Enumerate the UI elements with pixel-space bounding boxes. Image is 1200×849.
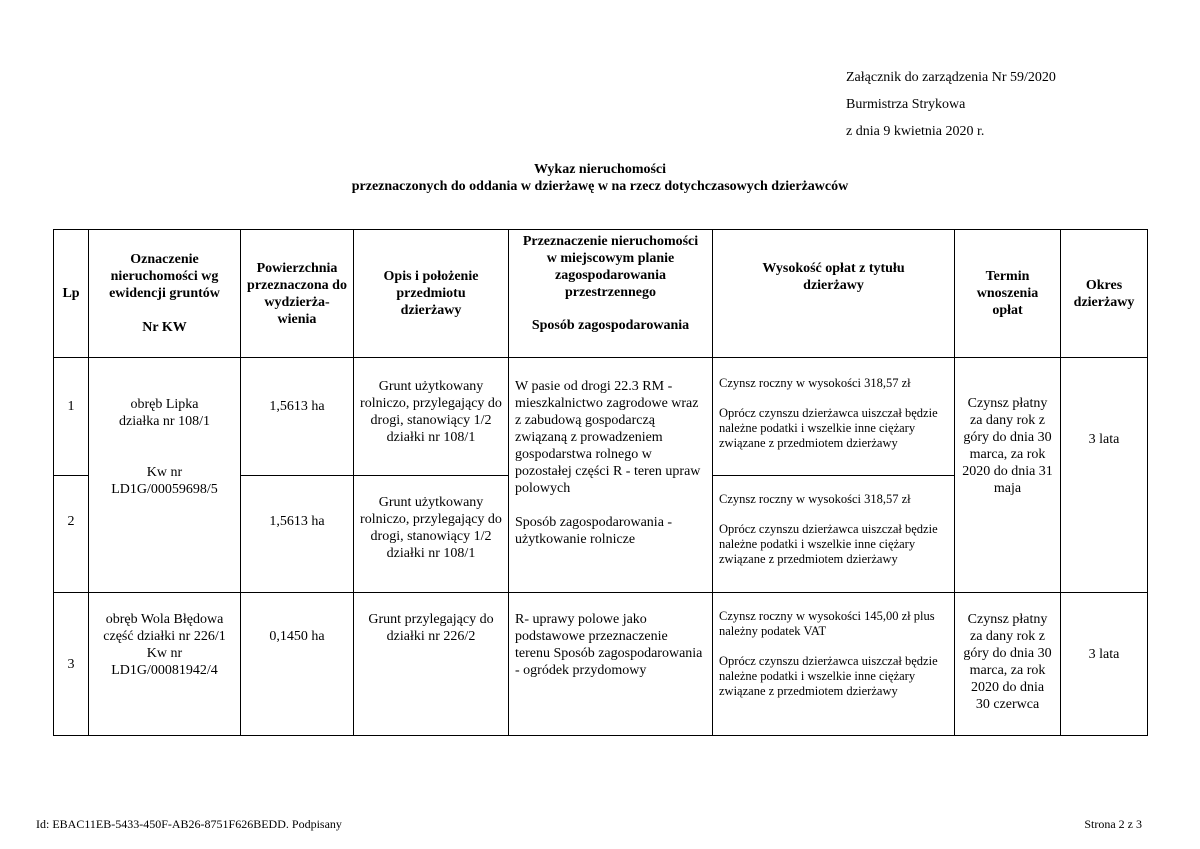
row3-powierzchnia: 0,1450 ha (241, 593, 354, 736)
attachment-header-line1: Załącznik do zarządzenia Nr 59/2020 (846, 70, 1056, 85)
row1-kw-number: LD1G/00059698/5 (111, 482, 218, 497)
row1-powierzchnia: 1,5613 ha (241, 358, 354, 476)
col-lp: Lp (54, 230, 89, 358)
page-number: Strona 2 z 3 (1084, 817, 1142, 831)
row1-oplata (713, 358, 955, 476)
col-sposob-label: Sposób zagospodarowania (531, 318, 690, 333)
attachment-header-line2: Burmistrza Strykowa (846, 97, 966, 112)
document-subtitle: przeznaczonych do oddania w dzierżawę w na rzecz dotychczasowych dzierżawców (351, 179, 849, 194)
col-opis: Opis i położenie przedmiotu dzierżawy (354, 230, 509, 358)
row3-przeznaczenie: R- uprawy polowe jako podstawowe przeznaczenie terenu Sposób zagospodarowania - ogródek przydomowy (509, 593, 713, 736)
row1-czynsz: Czynsz roczny w wysokości 318,57 zł (719, 376, 911, 390)
property-table (53, 229, 1148, 736)
col-oznaczenie (89, 230, 241, 358)
row2-czynsz: Czynsz roczny w wysokości 318,57 zł (719, 492, 911, 506)
row1-dzialka: działka nr 108/1 (119, 414, 210, 429)
col-okres: Okres dzierżawy (1061, 230, 1148, 358)
row3-opis: Grunt przylegający do działki nr 226/2 (354, 593, 509, 736)
row1-kw-label: Kw nr (146, 465, 183, 480)
row3-oplata (713, 593, 955, 736)
row2-lp: 2 (54, 476, 89, 593)
row2-opis: Grunt użytkowany rolniczo, przylegający do drogi, stanowiący 1/2 działki nr 108/1 (354, 476, 509, 593)
row2-podatki: Oprócz czynszu dzierżawca uiszczał będzie należne podatki i wszelkie inne ciężary związane z przedmiotem dzierżawy (719, 522, 938, 566)
row1-opis: Grunt użytkowany rolniczo, przylegający do drogi, stanowiący 1/2 działki nr 108/1 (354, 358, 509, 476)
row1-okres: 3 lata (1061, 358, 1148, 593)
table-row (54, 593, 1148, 736)
col-przeznaczenie (509, 230, 713, 358)
col-plan-label: w miejscowym planie zagospodarowania przestrzennego (546, 251, 675, 300)
row3-termin: Czynsz płatny za dany rok z góry do dnia 30 marca, za rok 2020 do dnia 30 czerwca (955, 593, 1061, 736)
row3-czynsz: Czynsz roczny w wysokości 145,00 zł plus należny podatek VAT (719, 609, 935, 638)
attachment-header-line3: z dnia 9 kwietnia 2020 r. (846, 124, 985, 139)
col-przeznaczenie-label: Przeznaczenie nieruchomości (522, 234, 699, 249)
row3-podatki: Oprócz czynszu dzierżawca uiszczał będzie należne podatki i wszelkie inne ciężary związane z przedmiotem dzierżawy (719, 654, 938, 698)
row1-lp: 1 (54, 358, 89, 476)
row1-przeznaczenie-sposob: Sposób zagospodarowania - użytkowanie rolnicze (515, 515, 673, 547)
row1-termin: Czynsz płatny za dany rok z góry do dnia 30 marca, za rok 2020 do dnia 31 maja (955, 358, 1061, 593)
row1-przeznaczenie-plan: W pasie od drogi 22.3 RM - mieszkalnictwo zagrodowe wraz z zabudową gospodarczą związaną z prowadzeniem gospodarstwa rolnego w pozostałej części R - teren upraw polowych (515, 379, 701, 496)
row2-oplata (713, 476, 955, 593)
table-row (54, 358, 1148, 476)
row1-obreb: obręb Lipka (130, 397, 199, 412)
col-kw-label: Nr KW (142, 320, 187, 335)
table-header-row (54, 230, 1148, 358)
row3-okres: 3 lata (1061, 593, 1148, 736)
document-id: Id: EBAC11EB-5433-450F-AB26-8751F626BEDD. Podpisany (36, 817, 342, 831)
col-powierzchnia: Powierzchnia przeznaczona do wydzierża-wienia (241, 230, 354, 358)
row1-przeznaczenie (509, 358, 713, 593)
document-title: Wykaz nieruchomości (533, 162, 667, 177)
row1-oznaczenie (89, 358, 241, 593)
col-wysokosc: Wysokość opłat z tytułu dzierżawy (713, 230, 955, 358)
col-oznaczenie-label: Oznaczenie nieruchomości wg ewidencji gruntów (109, 252, 220, 301)
row3-oznaczenie: obręb Wola Błędowa część działki nr 226/1 Kw nr LD1G/00081942/4 (89, 593, 241, 736)
row1-podatki: Oprócz czynszu dzierżawca uiszczał będzie należne podatki i wszelkie inne ciężary związane z przedmiotem dzierżawy (719, 406, 938, 450)
row2-powierzchnia: 1,5613 ha (241, 476, 354, 593)
row3-lp: 3 (54, 593, 89, 736)
col-termin: Termin wnoszenia opłat (955, 230, 1061, 358)
